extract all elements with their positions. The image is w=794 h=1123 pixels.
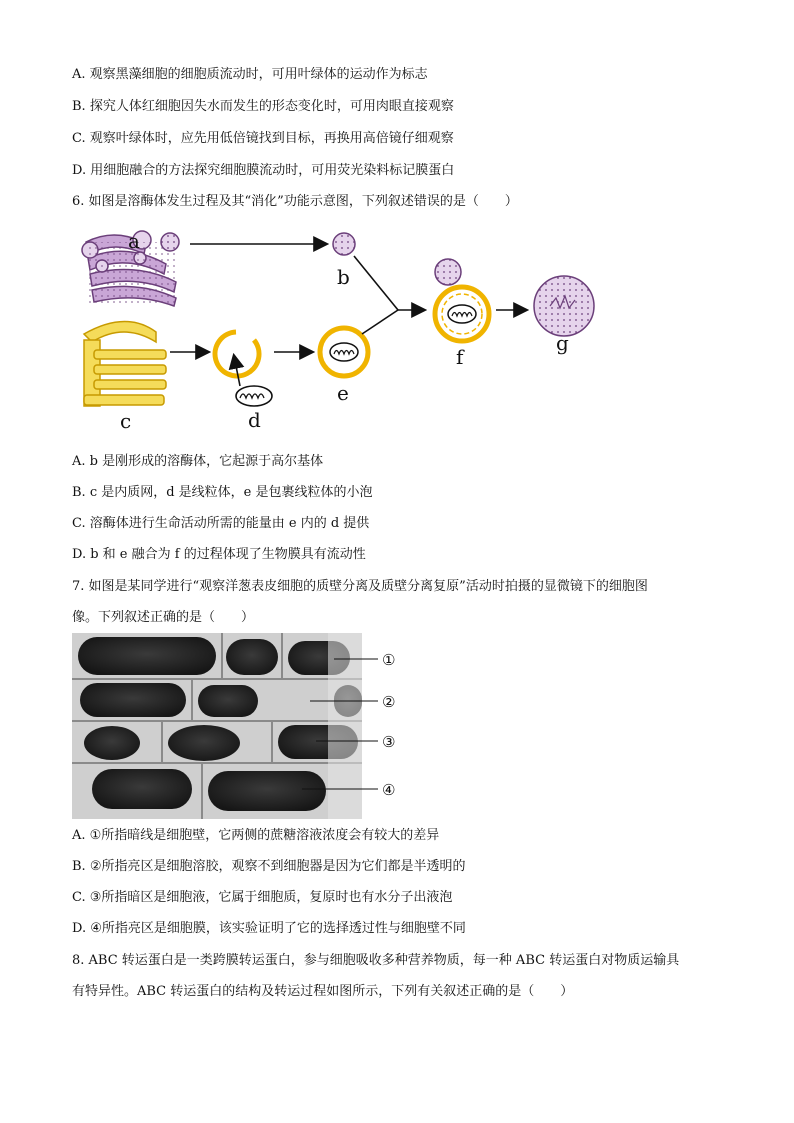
label-e: e: [337, 381, 349, 405]
label-g: g: [556, 331, 569, 355]
label-b: b: [337, 265, 350, 289]
line-e-merge: [362, 310, 398, 334]
line-b-merge: [354, 256, 398, 310]
q7-option-a: A. ①所指暗线是细胞壁，它两侧的蔗糖溶液浓度会有较大的差异: [72, 828, 440, 843]
label-d: d: [248, 408, 261, 432]
label-c: c: [120, 409, 132, 433]
marker-3: ③: [382, 733, 396, 751]
q5-option-a: A. 观察黑藻细胞的细胞质流动时，可用叶绿体的运动作为标志: [72, 67, 428, 82]
q6-option-d: D. b 和 e 融合为 f 的过程体现了生物膜具有流动性: [72, 547, 366, 562]
q6-stem: 6. 如图是溶酶体发生过程及其“消化”功能示意图，下列叙述错误的是（ ）: [72, 194, 518, 209]
lysosome-diagram: [76, 222, 616, 434]
endoplasmic-reticulum: [84, 321, 166, 406]
mitochondrion-d: [236, 386, 272, 406]
q6-option-c: C. 溶酶体进行生命活动所需的能量由 e 内的 d 提供: [72, 516, 370, 531]
autolysosome-f: [435, 259, 489, 341]
q8-stem-line2: 有特异性。ABC 转运蛋白的结构及转运过程如图所示，下列有关叙述正确的是（ ）: [72, 984, 574, 999]
marker-4: ④: [382, 781, 396, 799]
q7-option-c: C. ③所指暗区是细胞液，它属于细胞质，复原时也有水分子出液泡: [72, 890, 453, 905]
q7-option-b: B. ②所指亮区是细胞溶胶，观察不到细胞器是因为它们都是半透明的: [72, 859, 466, 874]
q7-option-d: D. ④所指亮区是细胞膜，该实验证明了它的选择透过性与细胞壁不同: [72, 921, 466, 936]
q5-option-c: C. 观察叶绿体时，应先用低倍镜找到目标，再换用高倍镜仔细观察: [72, 131, 454, 146]
arrow-d-vesicle: [234, 356, 240, 386]
q8-stem-line1: 8. ABC 转运蛋白是一类跨膜转运蛋白，参与细胞吸收多种营养物质，每一种 ABC 转运蛋白对物质运输具: [72, 953, 680, 968]
q6-option-a: A. b 是刚形成的溶酶体，它起源于高尔基体: [72, 454, 324, 469]
q5-option-b: B. 探究人体红细胞因失水而发生的形态变化时，可用肉眼直接观察: [72, 99, 454, 114]
onion-cell-micrograph: [72, 633, 412, 819]
autophagosome-e: [320, 328, 368, 376]
marker-1: ①: [382, 651, 396, 669]
marker-2: ②: [382, 693, 396, 711]
label-f: f: [456, 345, 464, 369]
q6-option-b: B. c 是内质网，d 是线粒体，e 是包裹线粒体的小泡: [72, 485, 373, 500]
q5-option-d: D. 用细胞融合的方法探究细胞膜流动时，可用荧光染料标记膜蛋白: [72, 163, 455, 178]
q7-stem-line1: 7. 如图是某同学进行“观察洋葱表皮细胞的质壁分离及质壁分离复原”活动时拍摄的显微镜下的细胞图: [72, 579, 648, 594]
q7-stem-line2: 像。下列叙述正确的是（ ）: [72, 610, 255, 625]
digested-lysosome-g: [534, 276, 594, 336]
label-a: a: [128, 229, 140, 253]
